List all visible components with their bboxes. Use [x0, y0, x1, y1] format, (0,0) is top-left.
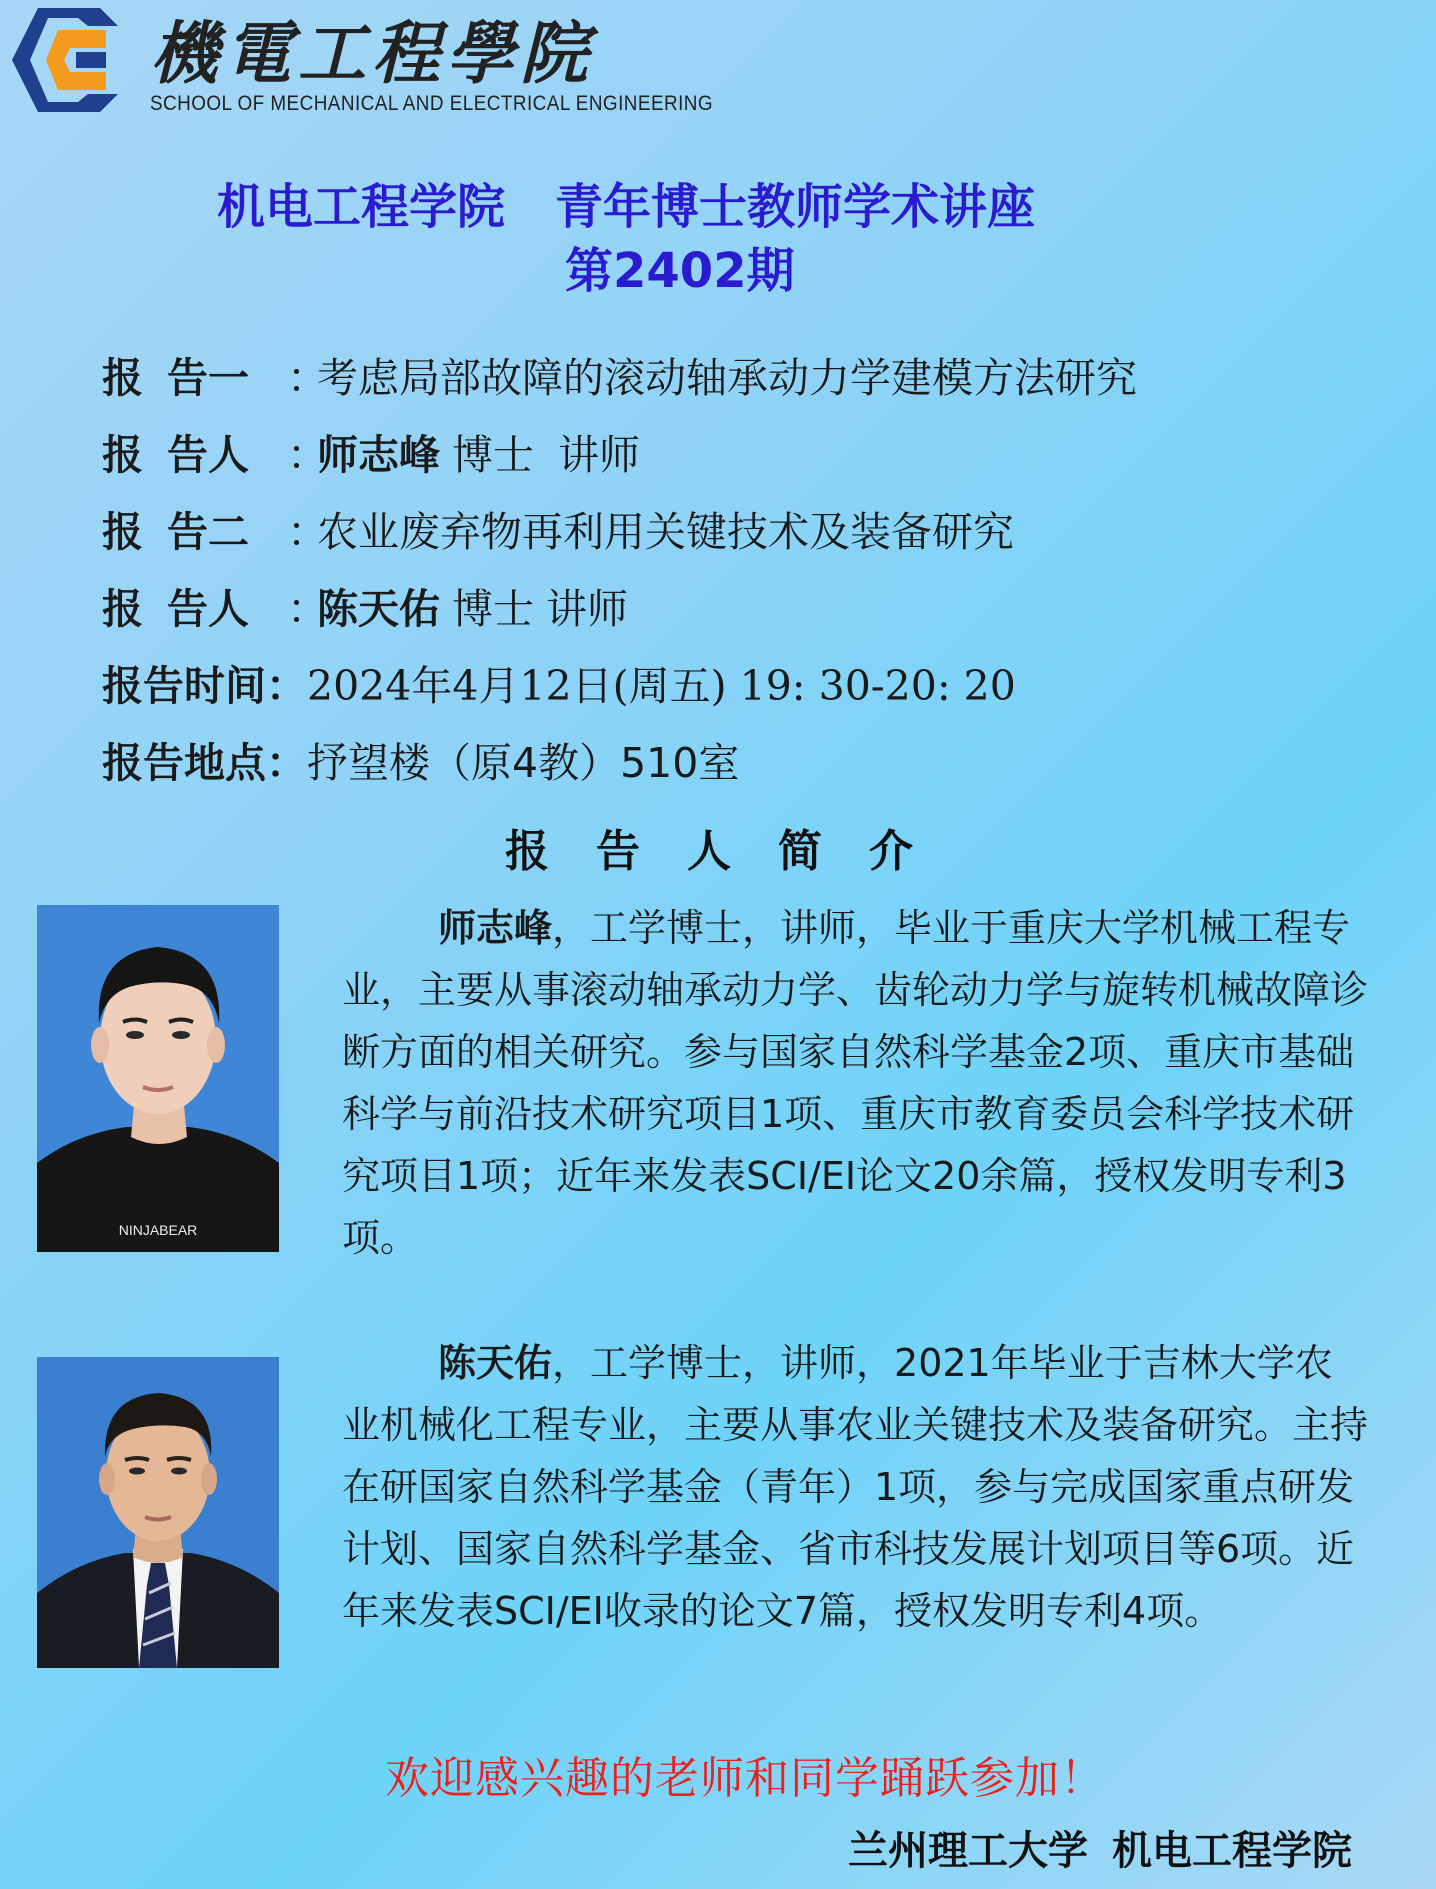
place-value: 抒望楼（原4教）510室 [307, 739, 740, 787]
time-label: 报告时间： [102, 662, 307, 710]
speaker1-photo [37, 905, 279, 1252]
speaker2-photo [37, 1357, 279, 1668]
info-row-time [102, 653, 1016, 712]
title-school: 机电工程学院 [217, 179, 506, 235]
bio-text: ，工学博士，讲师，毕业于重庆大学机械工程专业，主要从事滚动轴承动力学、齿轮动力学与旋转机械故障诊断方面的相关研究。参与国家自然科学基金2项、重庆市基础科学与前沿技术研究项目1项、重庆市教育委员会科学技术研究项目1项；近年来发表SCI/EI论文20余篇，授权发明专利3项。 [342, 906, 1369, 1260]
speaker2-degree: 博士 [452, 585, 534, 633]
info-row-report1: 报 告一 ：考虑局部故障的滚动轴承动力学建模方法研究 [102, 345, 1137, 404]
info-row-report2: 报 告二 ：农业废弃物再利用关键技术及装备研究 [102, 499, 1014, 558]
footer-organizer [848, 1819, 1352, 1876]
report1-title: 考虑局部故障的滚动轴承动力学建模方法研究 [317, 354, 1137, 402]
bio-name: 师志峰 [438, 906, 553, 950]
bio-name: 陈天佑 [438, 1341, 553, 1385]
footer-university: 兰州理工大学 [848, 1828, 1088, 1874]
welcome-message: 欢迎感兴趣的老师和同学踊跃参加！ [385, 1753, 1105, 1804]
shirt-print-text: NINJABEAR [118, 1222, 198, 1238]
info-row-speaker1: 报 告人 ：师志峰 博士 讲师 [102, 422, 640, 481]
speaker2-position: 讲师 [546, 585, 628, 633]
footer-school: 机电工程学院 [1112, 1828, 1352, 1874]
time-value: 2024年4月12日(周五) 19: 30-20: 20 [307, 662, 1016, 710]
speaker2-bio [342, 1332, 1368, 1642]
report2-title: 农业废弃物再利用关键技术及装备研究 [317, 508, 1014, 556]
place-label: 报告地点： [102, 739, 307, 787]
info-label: 报 告人 [102, 431, 249, 479]
logo-subtitle: SCHOOL OF MECHANICAL AND ELECTRICAL ENGINEERING [150, 92, 714, 115]
title-series: 青年博士教师学术讲座 [555, 179, 1036, 235]
info-row-place [102, 730, 739, 789]
speaker1-position: 讲师 [558, 431, 640, 479]
lecture-issue: 第2402期 [565, 243, 795, 299]
info-label: 报 告一 [102, 354, 249, 402]
speaker1-bio [342, 897, 1368, 1269]
info-label: 报 告人 [102, 585, 249, 633]
bio-text: ，工学博士，讲师，2021年毕业于吉林大学农业机械化工程专业，主要从事农业关键技术及装备研究。主持在研国家自然科学基金（青年）1项，参与完成国家重点研发计划、国家自然科学基金、省市科技发展计划项目等6项。近年来发表SCI/EI收录的论文7篇，授权发明专利4项。 [342, 1341, 1369, 1633]
info-label: 报 告二 [102, 508, 249, 556]
info-row-speaker2: 报 告人 ：陈天佑 博士 讲师 [102, 576, 628, 635]
speaker1-degree: 博士 [452, 431, 534, 479]
speaker2-name: 陈天佑 [317, 585, 440, 633]
school-logo-icon [8, 4, 128, 116]
lecture-title [217, 168, 1035, 237]
logo-title: 機電工程學院 [150, 14, 595, 94]
speaker1-name: 师志峰 [317, 431, 440, 479]
section-heading: 报告人简介 [505, 826, 960, 877]
